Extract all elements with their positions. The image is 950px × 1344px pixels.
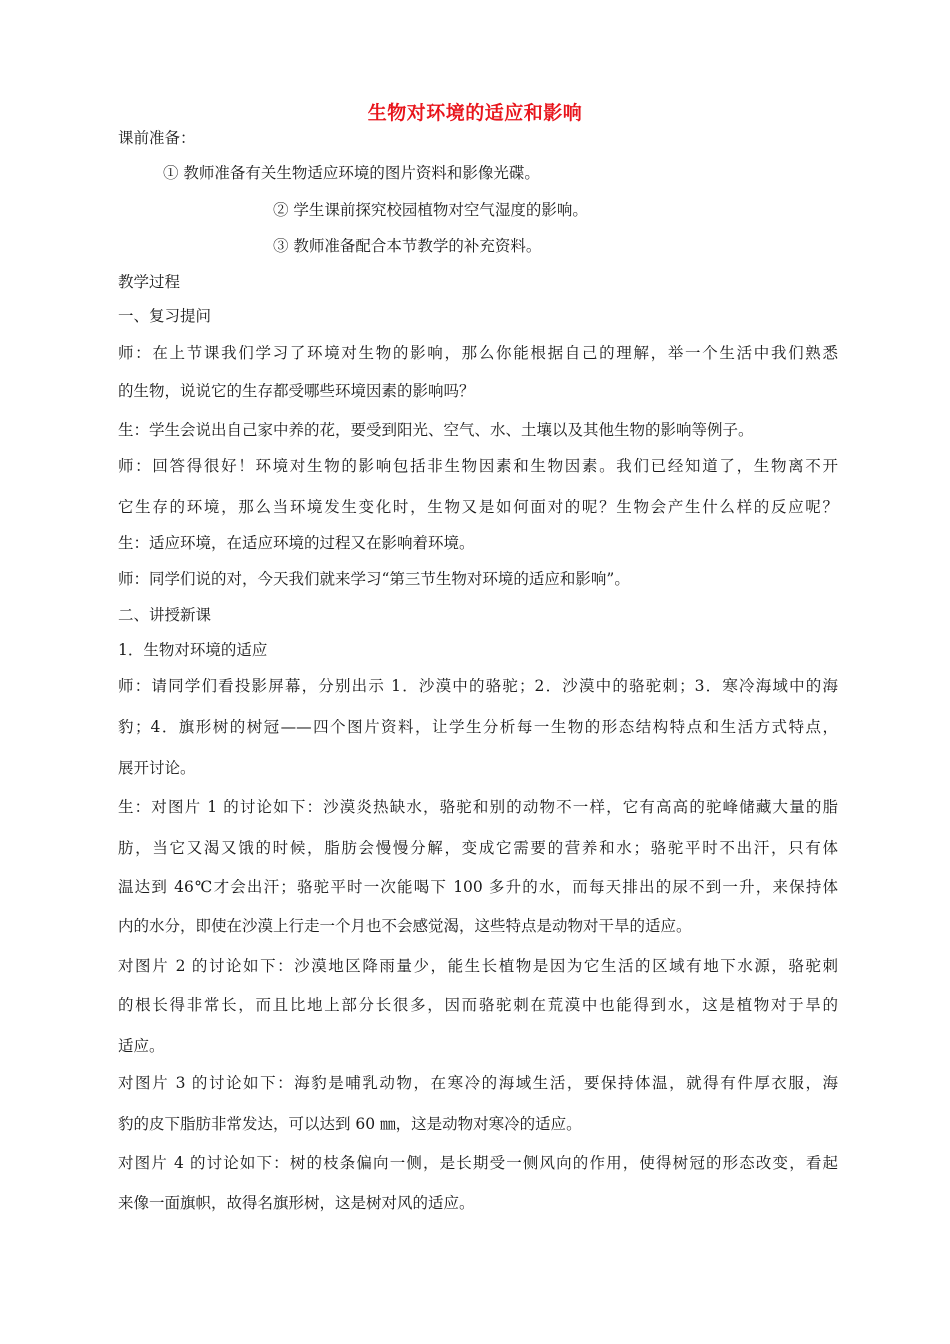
picture2-discussion-line-1: 对图片 2 的讨论如下：沙漠地区降雨量少，能生长植物是因为它生活的区域有地下水源，骆驼刺 (118, 957, 838, 975)
prep-heading: 课前准备： (118, 129, 196, 147)
picture4-discussion-line-1: 对图片 4 的讨论如下：树的枝条偏向一侧，是长期受一侧风向的作用，使得树冠的形态改变，看起 (118, 1154, 838, 1172)
sub1-heading: 1．生物对环境的适应 (118, 641, 268, 659)
section1-heading: 一、复习提问 (118, 307, 212, 325)
picture4-discussion-line-2: 来像一面旗帜，故得名旗形树，这是树对风的适应。 (118, 1194, 475, 1212)
picture2-discussion-line-2: 的根长得非常长，而且比地上部分长很多，因而骆驼刺在荒漠中也能得到水，这是植物对于旱的 (118, 996, 838, 1014)
review-teacher-2-line-2: 它生存的环境，那么当环境发生变化时，生物又是如何面对的呢？生物会产生什么样的反应呢？ (118, 498, 838, 516)
lecture-teacher-line-2: 豹；4．旗形树的树冠——四个图片资料，让学生分析每一生物的形态结构特点和生活方式特点， (118, 718, 838, 736)
review-teacher-2-line-1: 师：回答得很好！环境对生物的影响包括非生物因素和生物因素。我们已经知道了，生物离不开 (118, 457, 838, 475)
section2-heading: 二、讲授新课 (118, 606, 212, 624)
prep-item-3: ③ 教师准备配合本节教学的补充资料。 (273, 237, 542, 255)
process-heading: 教学过程 (118, 273, 181, 291)
review-teacher-3: 师：同学们说的对，今天我们就来学习“第三节生物对环境的适应和影响”。 (118, 570, 630, 588)
picture3-discussion-line-1: 对图片 3 的讨论如下：海豹是哺乳动物，在寒冷的海域生活，要保持体温，就得有件厚衣服，海 (118, 1074, 838, 1092)
review-student-1: 生：学生会说出自己家中养的花，要受到阳光、空气、水、土壤以及其他生物的影响等例子。 (118, 421, 754, 439)
prep-item-1: ① 教师准备有关生物适应环境的图片资料和影像光碟。 (163, 164, 540, 182)
prep-item-2: ② 学生课前探究校园植物对空气湿度的影响。 (273, 201, 588, 219)
review-teacher-1-line-2: 的生物，说说它的生存都受哪些环境因素的影响吗？ (118, 382, 475, 400)
picture2-discussion-line-3: 适应。 (118, 1037, 165, 1055)
picture1-discussion-line-1: 生：对图片 1 的讨论如下：沙漠炎热缺水，骆驼和别的动物不一样，它有高高的驼峰储藏大量的脂 (118, 798, 839, 816)
picture1-discussion-line-3: 温达到 46℃才会出汗；骆驼平时一次能喝下 100 多升的水，而每天排出的尿不到一升，来保持体 (118, 878, 838, 896)
review-student-2: 生：适应环境，在适应环境的过程又在影响着环境。 (118, 534, 475, 552)
document-title: 生物对环境的适应和影响 (367, 102, 583, 124)
lecture-teacher-line-1: 师：请同学们看投影屏幕，分别出示 1．沙漠中的骆驼；2．沙漠中的骆驼刺；3．寒冷海域中的海 (118, 677, 838, 695)
review-teacher-1-line-1: 师：在上节课我们学习了环境对生物的影响，那么你能根据自己的理解，举一个生活中我们熟悉 (118, 344, 838, 362)
picture1-discussion-line-4: 内的水分，即使在沙漠上行走一个月也不会感觉渴，这些特点是动物对干旱的适应。 (118, 917, 692, 935)
picture3-discussion-line-2: 豹的皮下脂肪非常发达，可以达到 60 ㎜，这是动物对寒冷的适应。 (118, 1115, 582, 1133)
lecture-teacher-line-3: 展开讨论。 (118, 759, 196, 777)
picture1-discussion-line-2: 肪，当它又渴又饿的时候，脂肪会慢慢分解，变成它需要的营养和水；骆驼平时不出汗，只有体 (118, 839, 838, 857)
